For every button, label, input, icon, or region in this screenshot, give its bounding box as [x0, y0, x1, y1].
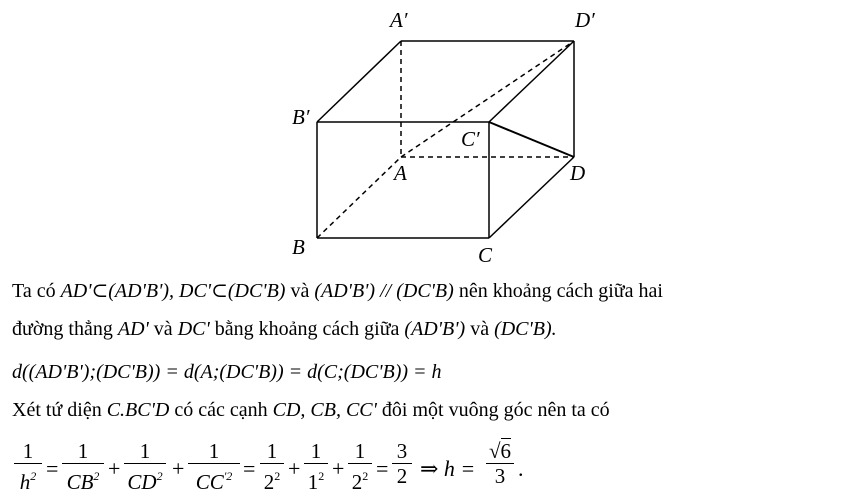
- edge-a-dp: [401, 41, 574, 157]
- fraction-3-over-2: [392, 440, 412, 487]
- label-b-prime: B′: [292, 105, 310, 129]
- f9-den: 3: [494, 464, 506, 488]
- line4-prose-3: đôi một vuông góc nên ta có: [381, 399, 610, 421]
- sqrt-symbol: √6: [488, 439, 512, 463]
- edge-cp-dp: [489, 41, 574, 122]
- line4-math-1: C.BC'D: [106, 399, 170, 421]
- fraction-1-over-cd2: [124, 440, 166, 493]
- edge-c-d: [489, 157, 574, 238]
- line2-prose-4: và: [470, 318, 490, 340]
- f8-num: 3: [396, 439, 408, 463]
- line2-math-3: (AD'B'): [404, 318, 466, 340]
- line4-prose-1: Xét tứ diện: [12, 399, 102, 421]
- line2-prose-2: và: [153, 318, 173, 340]
- line1-math-1: AD'⊂(AD'B'), DC'⊂(DC'B): [60, 280, 286, 302]
- edge-bp-ap: [317, 41, 401, 122]
- text-line-4: [12, 400, 610, 420]
- line2-math-4: (DC'B).: [494, 318, 557, 340]
- f9-num: [486, 440, 514, 462]
- label-b: B: [292, 235, 305, 259]
- line2-math-2: DC': [177, 318, 210, 340]
- label-a: A: [394, 161, 407, 185]
- fraction-1-over-2sq-b: [348, 440, 372, 493]
- fraction-1-over-2sq-a: [260, 440, 284, 493]
- fraction-1-over-cc2: [188, 440, 240, 493]
- implies-h-equals: ⇒ h =: [420, 456, 476, 481]
- f7-num: 1: [354, 439, 366, 463]
- edge-b-a: [317, 157, 401, 238]
- fraction-1-over-h2: [14, 440, 42, 493]
- f5-den: $2^2$: [263, 469, 281, 494]
- plus-sign-4: +: [332, 456, 345, 481]
- f2-num: 1: [77, 439, 89, 463]
- fraction-sqrt6-over-3: [486, 440, 514, 487]
- f6-den: $1^2$: [307, 469, 325, 494]
- line1-prose-3: nên khoảng cách giữa hai: [458, 280, 663, 302]
- text-line-3: d((AD'B');(DC'B)) = d(A;(DC'B)) = d(C;(DC'B)) = h: [12, 361, 442, 383]
- f5-num: 1: [266, 439, 278, 463]
- f6-num: 1: [310, 439, 322, 463]
- label-a-prime: A′: [390, 8, 408, 32]
- f7-den: $2^2$: [351, 469, 369, 494]
- final-period: .: [518, 456, 524, 481]
- line2-math-1: AD': [117, 318, 149, 340]
- plus-sign-1: +: [108, 456, 121, 481]
- text-line-1: [12, 281, 663, 301]
- text-line-2: [12, 319, 557, 339]
- f2-den: $CB^2$: [66, 469, 100, 494]
- line2-prose-1: đường thẳng: [12, 318, 113, 340]
- fraction-1-over-1sq: [304, 440, 328, 493]
- fraction-1-over-cb2: [62, 440, 104, 493]
- line1-prose-2: và: [290, 280, 310, 302]
- line1-prose-1: Ta có: [12, 280, 56, 302]
- edge-cp-d: [489, 122, 574, 157]
- f4-den: $CC^{'2}$: [195, 469, 233, 494]
- line2-prose-3: bằng khoảng cách giữa: [214, 318, 400, 340]
- f4-num: 1: [208, 439, 220, 463]
- line1-math-2: (AD'B') // (DC'B): [314, 280, 454, 302]
- label-d: D: [570, 161, 586, 185]
- label-c-prime: C′: [461, 127, 480, 151]
- plus-sign-2: +: [172, 456, 185, 481]
- eq-sign-3: =: [376, 456, 389, 481]
- line4-math-2: CD, CB, CC': [272, 399, 377, 421]
- f3-den: $CD^2$: [127, 469, 163, 494]
- eq-sign-2: =: [243, 456, 256, 481]
- f1-num: 1: [22, 439, 34, 463]
- f3-num: 1: [139, 439, 151, 463]
- label-d-prime: D′: [575, 8, 595, 32]
- plus-sign-3: +: [288, 456, 301, 481]
- eq-sign-1: =: [46, 456, 59, 481]
- f1-den: $h^2$: [19, 469, 37, 494]
- line4-prose-2: có các cạnh: [174, 399, 268, 421]
- label-c: C: [478, 243, 493, 267]
- f8-den: 2: [396, 464, 408, 488]
